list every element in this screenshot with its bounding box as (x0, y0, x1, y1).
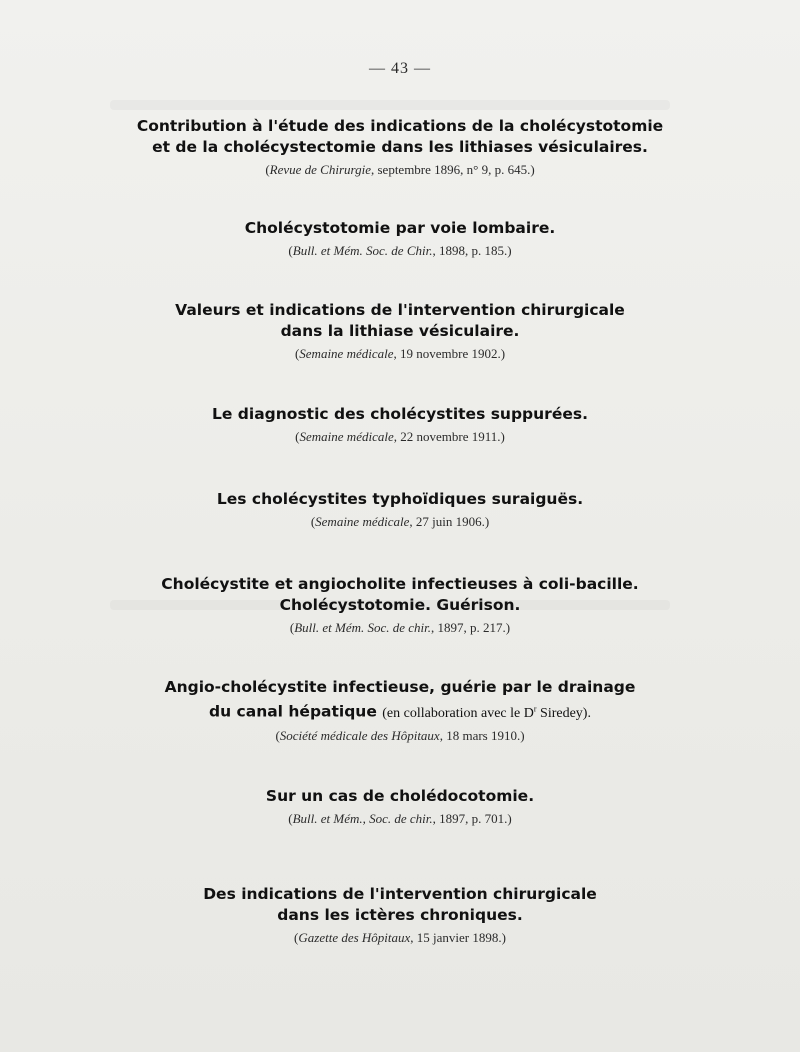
bleed-through-texture (110, 100, 670, 110)
citation-details: , 27 juin 1906.) (409, 514, 490, 529)
journal-name: Semaine médicale (315, 514, 410, 529)
entry-title (0, 786, 800, 807)
citation-open: ( (294, 346, 300, 361)
citation-open: ( (288, 243, 293, 258)
collaboration-note-text: (en collaboration avec le D (382, 705, 534, 721)
entry-title (0, 116, 800, 158)
citation-details: , 1898, p. 185.) (432, 243, 512, 258)
entry-title (0, 404, 800, 425)
bibliography-entry (0, 884, 800, 947)
entry-title (0, 574, 800, 616)
entry-title (0, 218, 800, 239)
citation-details: , 19 novembre 1902.) (393, 346, 506, 361)
citation-details: , 1897, p. 217.) (431, 620, 511, 635)
title-line: Des indications de l'intervention chirurgicale (203, 885, 597, 903)
journal-name: Revue de Chirurgie (269, 162, 371, 177)
citation-open: ( (275, 727, 280, 743)
bibliography-entry (0, 116, 800, 179)
entry-citation (0, 345, 800, 363)
entry-title (0, 300, 800, 342)
title-line: Cholécystotomie par voie lombaire. (244, 219, 556, 237)
citation-open: ( (288, 811, 293, 826)
citation-details: , 15 janvier 1898.) (410, 930, 506, 945)
bibliography-entry (0, 677, 800, 745)
title-line: et de la cholécystectomie dans les lithiases vésiculaires. (152, 138, 648, 156)
title-line: Les cholécystites typhoïdiques suraiguës. (216, 490, 584, 508)
title-line: dans la lithiase vésiculaire. (280, 322, 520, 340)
journal-name: Bull. et Mém. Soc. de Chir. (292, 243, 433, 258)
bibliography-entry (0, 574, 800, 637)
bibliography-entry (0, 489, 800, 531)
entry-citation (0, 428, 800, 446)
journal-name: Gazette des Hôpitaux (298, 930, 411, 945)
title-line (0, 698, 800, 724)
citation-open: ( (310, 514, 316, 529)
title-line: Valeurs et indications de l'intervention chirurgicale (175, 301, 625, 319)
collaboration-note (382, 706, 591, 721)
title-line-text: du canal hépatique (209, 702, 377, 721)
title-line: Sur un cas de cholédocotomie. (265, 787, 535, 805)
title-line: Cholécystotomie. Guérison. (279, 596, 521, 614)
title-line: Contribution à l'étude des indications de la cholécystotomie (136, 117, 664, 135)
page-number: — 43 — (369, 60, 431, 77)
citation-details: , 1897, p. 701.) (432, 811, 512, 826)
entry-citation (0, 619, 800, 637)
entry-title (0, 489, 800, 510)
bibliography-entry (0, 404, 800, 446)
bibliography-entry (0, 218, 800, 260)
journal-name: Bull. et Mém. Soc. de chir. (294, 620, 432, 635)
journal-name: Société médicale des Hôpitaux (279, 727, 440, 743)
citation-details: , septembre 1896, n° 9, p. 645.) (370, 162, 535, 177)
bibliography-entry (0, 786, 800, 828)
title-line: Angio-cholécystite infectieuse, guérie par le drainage (164, 678, 636, 696)
entry-citation (0, 727, 800, 745)
entry-citation (0, 513, 800, 531)
entry-citation (0, 810, 800, 828)
title-line: dans les ictères chroniques. (277, 906, 523, 924)
title-line: Le diagnostic des cholécystites suppurées. (212, 405, 588, 423)
entry-citation (0, 929, 800, 947)
title-line: Cholécystite et angiocholite infectieuses à coli-bacille. (161, 575, 639, 593)
citation-open: ( (289, 620, 295, 635)
citation-details: , 18 mars 1910.) (439, 727, 525, 743)
citation-open: ( (265, 162, 270, 177)
collaboration-note-superscript: r (533, 704, 537, 713)
citation-open: ( (294, 930, 299, 945)
entry-citation (0, 242, 800, 260)
journal-name: Semaine médicale (299, 346, 394, 361)
bibliography-entry (0, 300, 800, 363)
citation-open: ( (295, 429, 300, 444)
collaboration-note-after: Siredey). (536, 705, 591, 721)
citation-details: , 22 novembre 1911.) (393, 429, 505, 444)
entry-title (0, 677, 800, 724)
entry-citation (0, 161, 800, 179)
journal-name: Bull. et Mém., Soc. de chir. (292, 811, 433, 826)
journal-name: Semaine médicale (299, 429, 394, 444)
entry-title (0, 884, 800, 926)
